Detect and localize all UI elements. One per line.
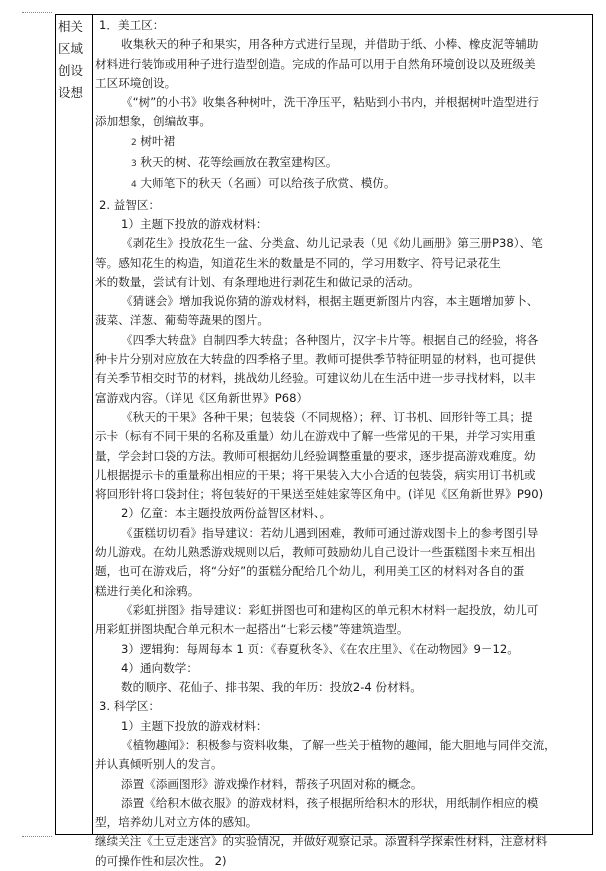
content-line <box>95 74 589 93</box>
content-line <box>95 832 589 851</box>
row-label-line: 创设 <box>58 63 84 78</box>
line-text: 3）逻辑狗：每周每本 1 页：《春夏秋冬》、《在农庄里》、《在动物园》9－12。 <box>121 641 519 656</box>
line-text: 秋天的树、花等绘画放在教室建构区。 <box>140 155 338 170</box>
row-label-line: 区域 <box>58 41 84 56</box>
content-line <box>95 485 589 504</box>
line-text: 米的数量，尝试有计划、有条理地进行剥花生和做记录的活动。 <box>95 274 420 289</box>
row-label-line: 相关 <box>58 19 84 34</box>
content-line <box>95 389 589 408</box>
content-line <box>95 331 589 350</box>
content-line <box>95 543 589 562</box>
content-line <box>95 196 589 215</box>
content-line <box>95 659 589 678</box>
content-line <box>95 447 589 466</box>
line-text: 种卡片分别对应放在大转盘的四季格子里。教师可提供季节特征明显的材料，也可提供 <box>95 352 536 367</box>
line-text: 的可操作性和层次性。 2) <box>95 853 227 868</box>
line-text: 糕进行美化和涂鸦。 <box>95 583 200 598</box>
list-number: 3 <box>131 159 137 170</box>
line-text: 添加想象，创编故事。 <box>95 114 211 129</box>
line-text: 富游戏内容。（详见《区角新世界》P68） <box>95 390 309 405</box>
page-margin-guide <box>22 12 52 14</box>
line-text: 继续关注《土豆走迷宫》的实验情况，并做好观察记录。添置科学探索性材料，注意材料 <box>95 834 548 849</box>
content-line <box>95 311 589 330</box>
line-text: 量，学会封口袋的方法。教师可根据幼儿经验调整重量的要求，逐步提高游戏难度。幼 <box>95 448 536 463</box>
content-line <box>95 601 589 620</box>
table-border-right <box>592 14 593 835</box>
page-margin-guide <box>22 836 52 838</box>
table-column-divider <box>92 14 93 835</box>
table-border-left <box>55 14 56 835</box>
content-line <box>95 620 589 639</box>
line-text: 2）亿童：本主题投放两份益智区材料、。 <box>121 506 332 521</box>
line-text: 数的顺序、花仙子、排书架、我的年历：投放2-4 份材料。 <box>121 680 422 695</box>
list-number: 4 <box>131 180 137 191</box>
line-text: 收集秋天的种子和果实，用各种方式进行呈现，并借助于纸、小棒、橡皮泥等辅助 <box>121 37 539 52</box>
content-line <box>95 35 589 54</box>
line-text: 有关季节相交时节的材料，挑战幼儿经验。可建议幼儿在生活中进一步寻找材料，以丰 <box>95 371 536 386</box>
area-plan-content <box>95 16 589 871</box>
line-text: 1）主题下投放的游戏材料： <box>121 718 268 733</box>
line-text: 等。感知花生的构造，知道花生米的数量是不同的，学习用数字、符号记录花生 <box>95 255 501 270</box>
line-text: 型，培养幼儿对立方体的感知。 <box>95 815 258 830</box>
content-line <box>95 273 589 292</box>
content-line <box>95 775 589 794</box>
line-text: 《彩虹拼图》指导建议：彩虹拼图也可和建构区的单元积木材料一起投放，幼儿可 <box>121 602 539 617</box>
content-line <box>95 427 589 446</box>
content-line <box>95 234 589 253</box>
line-text: 《四季大转盘》自制四季大转盘；各种图片，汉字卡片等。根据自己的经验，将各 <box>121 332 539 347</box>
line-text: 2. 益智区： <box>99 197 161 212</box>
line-text: 示卡（标有不同干果的名称及重量）幼儿在游戏中了解一些常见的干果，并学习实用重 <box>95 429 536 444</box>
line-text: 1）主题下投放的游戏材料： <box>121 216 268 231</box>
content-line <box>95 562 589 581</box>
table-border-top <box>55 14 593 15</box>
line-text: 题，也可在游戏后，将“分好”的蛋糕分配给几个幼儿，利用美工区的材料对各自的蛋 <box>95 564 525 579</box>
line-text: 4）通向数学： <box>121 660 198 675</box>
line-text: 《猜谜会》增加我说你猜的游戏材料，根据主题更新图片内容，本主题增加萝卜、 <box>121 294 539 309</box>
line-text: 用彩虹拼图块配合单元积木一起搭出“七彩云楼”等建筑造型。 <box>95 622 409 637</box>
content-line <box>95 16 589 35</box>
row-label-cell <box>58 16 90 104</box>
line-text: 《秋天的干果》各种干果；包装袋（不同规格）；秤、订书机、回形针等工具；提 <box>121 409 533 424</box>
line-text: 《植物趣闻》：积极参与资料收集，了解一些关于植物的趣闻，能大胆地与同伴交流， <box>121 737 556 752</box>
content-line <box>95 640 589 659</box>
content-line <box>95 697 589 716</box>
content-line <box>95 369 589 388</box>
content-line <box>95 582 589 601</box>
content-line <box>95 466 589 485</box>
content-line <box>95 794 589 813</box>
line-text: 大师笔下的秋天（名画）可以给孩子欣赏、模仿。 <box>140 176 396 191</box>
content-line <box>95 174 589 195</box>
content-line <box>95 215 589 234</box>
line-text: 并认真倾听别人的发言。 <box>95 757 223 772</box>
list-number: 2 <box>131 137 137 148</box>
content-line <box>95 524 589 543</box>
line-text: 将回形针将口袋封住；将包装好的干果送至娃娃家等区角中。(详见《区角新世界》P90) <box>95 487 544 502</box>
line-text: 1．美工区： <box>99 18 165 32</box>
line-text: 幼儿游戏。在幼儿熟悉游戏规则以后，教师可鼓励幼儿自己设计一些蛋糕图卡来互相出 <box>95 545 536 560</box>
content-line <box>95 408 589 427</box>
content-line <box>95 813 589 832</box>
row-label-line: 设想 <box>58 85 84 100</box>
line-text: 工区环境创设。 <box>95 75 177 90</box>
content-line <box>95 93 589 112</box>
line-text: 添置《添画图形》游戏操作材料，帮孩子巩固对称的概念。 <box>121 776 423 791</box>
content-line <box>95 153 589 174</box>
content-line <box>95 852 589 871</box>
content-line <box>95 717 589 736</box>
line-text: 《剥花生》投放花生一盆、分类盒、幼儿记录表（见《幼儿画册》第三册P38）、笔 <box>121 236 543 251</box>
content-line <box>95 254 589 273</box>
line-text: 《“树”的小书》收集各种树叶，洗干净压平，粘贴到小书内，并根据树叶造型进行 <box>121 95 539 110</box>
line-text: 树叶裙 <box>140 133 176 148</box>
content-line <box>95 55 589 74</box>
content-line <box>95 504 589 523</box>
content-line <box>95 736 589 755</box>
line-text: 添置《给积木做衣服》的游戏材料，孩子根据所给积木的形状，用纸制作相应的模 <box>121 795 539 810</box>
content-line <box>95 292 589 311</box>
content-line <box>95 755 589 774</box>
line-text: 儿根据提示卡的重量称出相应的干果；将干果装入大小合适的包装袋，病实用订书机或 <box>95 467 536 482</box>
line-text: 《蛋糕切切看》指导建议：若幼儿遇到困难，教师可通过游戏图卡上的参考图引导 <box>121 525 539 540</box>
content-line <box>95 112 589 131</box>
line-text: 3. 科学区： <box>99 699 161 714</box>
content-line <box>95 350 589 369</box>
content-line <box>95 678 589 697</box>
line-text: 菠菜、洋葱、葡萄等蔬果的图片。 <box>95 313 269 328</box>
line-text: 材料进行装饰或用种子进行造型创造。完成的作品可以用于自然角环境创设以及班级美 <box>95 56 536 71</box>
content-line <box>95 132 589 153</box>
